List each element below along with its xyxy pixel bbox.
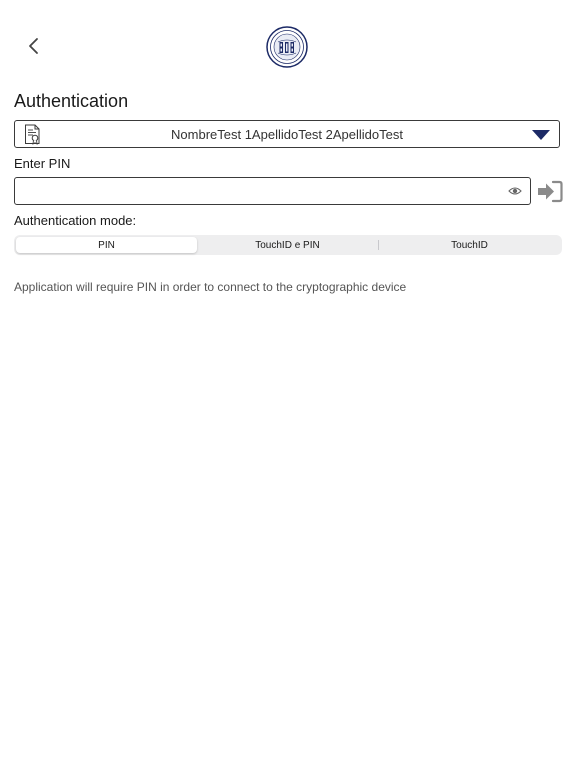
mode-description: Application will require PIN in order to connect to the cryptographic device [14,280,407,294]
back-button[interactable] [20,33,46,59]
mode-option-label: TouchID e PIN [255,239,320,251]
page-title: Authentication [14,91,129,111]
mode-option-touchid[interactable] [379,237,560,253]
triangle-down-icon[interactable] [532,130,550,141]
eye-icon[interactable] [508,185,522,197]
mode-option-label: PIN [98,239,115,251]
pin-field [14,177,531,205]
mode-option-pin[interactable] [16,237,197,253]
authentication-mode-control [14,235,562,255]
pin-label: Enter PIN [14,156,71,171]
bcr-seal-logo [266,26,308,68]
authentication-mode-label: Authentication mode: [14,213,137,228]
mode-option-label: TouchID [451,239,488,251]
certificate-select[interactable] [14,120,560,148]
certificate-icon [24,124,42,145]
chevron-left-icon [27,37,39,55]
login-arrow-icon[interactable] [537,180,563,203]
certificate-name: NombreTest 1ApellidoTest 2ApellidoTest [171,126,403,142]
mode-option-touchid-and-pin[interactable] [197,237,378,253]
pin-input[interactable] [15,178,511,204]
